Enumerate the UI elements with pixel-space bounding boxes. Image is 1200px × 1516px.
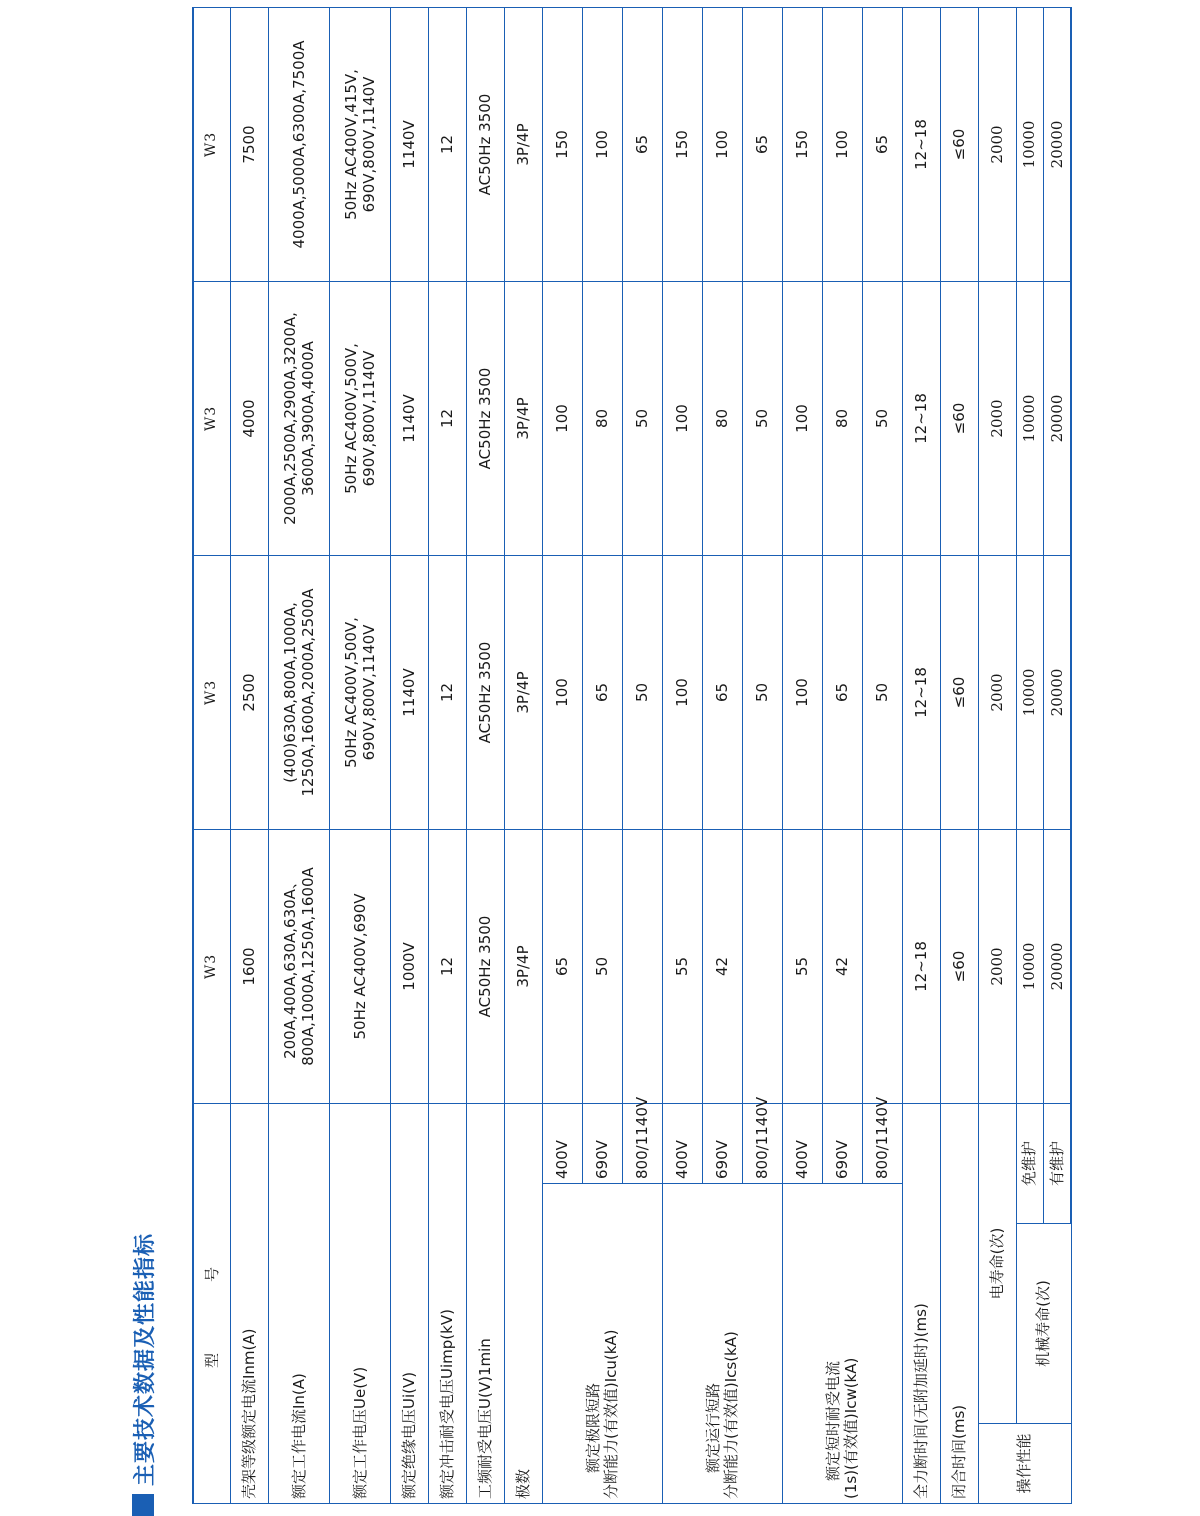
- value-cell: 3P/4P: [505, 281, 543, 555]
- row-label: 闭合时间(ms): [940, 1103, 978, 1503]
- value-line: 50Hz AC400V,690V: [350, 893, 369, 1040]
- value-cell: 65: [582, 555, 622, 829]
- value-cell: [269, 7, 330, 281]
- value-line: 690V,800V,1140V: [360, 350, 379, 487]
- group-label-line: (1s)(有效值)Icw(kA): [842, 1357, 861, 1499]
- value-cell: 80: [702, 281, 742, 555]
- group-label: [782, 1184, 902, 1504]
- value-cell: [330, 555, 391, 829]
- group-label-line: 分断能力(有效值)Ics(kA): [722, 1331, 741, 1499]
- value-cell: 2000: [978, 281, 1016, 555]
- value-line: 1250A,1600A,2000A,2500A: [299, 588, 318, 797]
- value-cell: 20000: [1043, 555, 1071, 829]
- value-cell: 1000V: [391, 829, 429, 1103]
- value-line: 50Hz AC400V,500V,: [341, 617, 360, 768]
- voltage-label: 400V: [782, 1103, 822, 1183]
- row-label: 电寿命(次): [978, 1103, 1016, 1423]
- value-cell: AC50Hz 3500: [467, 281, 505, 555]
- value-cell: 12~18: [902, 829, 940, 1103]
- table-row: [231, 7, 269, 1503]
- value-cell: 100: [542, 281, 582, 555]
- value-cell: AC50Hz 3500: [467, 7, 505, 281]
- value-cell: 10000: [1016, 7, 1043, 281]
- value-cell: 12~18: [902, 7, 940, 281]
- voltage-label: 400V: [662, 1103, 702, 1183]
- value-cell: ≤60: [940, 7, 978, 281]
- value-cell: 20000: [1043, 281, 1071, 555]
- table-row: [391, 7, 429, 1503]
- value-cell: 55: [782, 829, 822, 1103]
- value-cell: 3P/4P: [505, 7, 543, 281]
- value-line: 200A,400A,630A,630A、: [280, 874, 299, 1059]
- table-row: [662, 7, 702, 1503]
- value-cell: 3P/4P: [505, 829, 543, 1103]
- value-cell: 20000: [1043, 7, 1071, 281]
- value-cell: 50: [622, 281, 662, 555]
- value-line: 50Hz AC400V,415V,: [341, 69, 360, 220]
- value-cell: [330, 281, 391, 555]
- value-cell: 65: [542, 829, 582, 1103]
- value-cell: 2000: [978, 829, 1016, 1103]
- title-text: 主要技术数据及性能指标: [132, 1232, 158, 1486]
- value-cell: 12: [429, 829, 467, 1103]
- value-cell: 100: [582, 7, 622, 281]
- group-label-line: 分断能力(有效值)Icu(kA): [602, 1329, 621, 1499]
- row-label: 全力断时间(无附加延时)(ms): [902, 1103, 940, 1503]
- page-title: [126, 1233, 160, 1516]
- value-cell: 100: [662, 555, 702, 829]
- value-cell: 1140V: [391, 555, 429, 829]
- table-row: [542, 7, 582, 1503]
- voltage-label: 800/1140V: [742, 1103, 782, 1183]
- value-cell: 50: [742, 555, 782, 829]
- row-label: 额定冲击耐受电压Uimp(kV): [429, 1103, 467, 1503]
- value-line: 690V,800V,1140V: [360, 624, 379, 761]
- value-cell: 10000: [1016, 829, 1043, 1103]
- value-cell: [742, 829, 782, 1103]
- table-row: [978, 7, 1016, 1503]
- row-label: 机械寿命(次): [1016, 1224, 1071, 1424]
- value-line: 690V,800V,1140V: [360, 76, 379, 213]
- voltage-label: 690V: [582, 1103, 622, 1183]
- value-cell: 7500: [231, 7, 269, 281]
- table-row: [330, 7, 391, 1503]
- value-cell: 4000: [231, 281, 269, 555]
- value-cell: [330, 7, 391, 281]
- group-label: [662, 1184, 782, 1504]
- spec-table-wrapper: [192, 8, 1072, 1504]
- table-row: [902, 7, 940, 1503]
- value-cell: 100: [782, 555, 822, 829]
- row-label: 额定绝缘电压Ui(V): [391, 1103, 429, 1503]
- value-cell: ≤60: [940, 281, 978, 555]
- table-row: [1016, 7, 1043, 1503]
- value-cell: 42: [822, 829, 862, 1103]
- value-cell: 12~18: [902, 281, 940, 555]
- table-row: [429, 7, 467, 1503]
- value-cell: 12: [429, 281, 467, 555]
- value-cell: 1140V: [391, 7, 429, 281]
- value-cell: 20000: [1043, 829, 1071, 1103]
- value-cell: [269, 281, 330, 555]
- value-cell: 10000: [1016, 281, 1043, 555]
- table-row: [940, 7, 978, 1503]
- row-label: 额定工作电流In(A): [269, 1103, 330, 1503]
- voltage-label: 690V: [702, 1103, 742, 1183]
- value-cell: 55: [662, 829, 702, 1103]
- table-row: [467, 7, 505, 1503]
- value-line: 4000A,5000A,6300A,7500A: [289, 40, 308, 249]
- value-cell: 65: [862, 7, 902, 281]
- row-label: 额定工作电压Ue(V): [330, 1103, 391, 1503]
- value-cell: 12: [429, 7, 467, 281]
- value-cell: 150: [542, 7, 582, 281]
- value-cell: 3P/4P: [505, 555, 543, 829]
- value-cell: 2000: [978, 555, 1016, 829]
- model-cell: W3: [193, 7, 231, 281]
- value-cell: 50: [622, 555, 662, 829]
- value-cell: 2500: [231, 555, 269, 829]
- value-line: 3600A,3900A,4000A: [299, 341, 318, 496]
- value-cell: 50: [582, 829, 622, 1103]
- value-cell: 100: [702, 7, 742, 281]
- group-label: [542, 1184, 662, 1504]
- value-cell: 100: [782, 281, 822, 555]
- row-label: 工频耐受电压U(V)1min: [467, 1103, 505, 1503]
- model-header-label: 型 号: [202, 1238, 221, 1368]
- value-cell: ≤60: [940, 829, 978, 1103]
- row-label: 壳架等级额定电流Inm(A): [231, 1103, 269, 1503]
- value-cell: 80: [822, 281, 862, 555]
- model-cell: W3: [193, 555, 231, 829]
- value-cell: 65: [822, 555, 862, 829]
- value-cell: 12: [429, 555, 467, 829]
- model-cell: W3: [193, 829, 231, 1103]
- title-square-icon: [132, 1494, 154, 1516]
- value-cell: 1140V: [391, 281, 429, 555]
- value-cell: ≤60: [940, 555, 978, 829]
- sub-label: 免维护: [1016, 1103, 1043, 1223]
- value-cell: AC50Hz 3500: [467, 829, 505, 1103]
- voltage-label: 400V: [542, 1103, 582, 1183]
- value-cell: [330, 829, 391, 1103]
- group-label: 操作性能: [978, 1424, 1071, 1504]
- value-cell: 150: [782, 7, 822, 281]
- value-cell: 65: [702, 555, 742, 829]
- voltage-label: 800/1140V: [862, 1103, 902, 1183]
- value-cell: 12~18: [902, 555, 940, 829]
- table-row: [505, 7, 543, 1503]
- value-cell: 42: [702, 829, 742, 1103]
- value-line: 800A,1000A,1250A,1600A: [299, 867, 318, 1066]
- value-cell: 1600: [231, 829, 269, 1103]
- table-row: [269, 7, 330, 1503]
- group-label-line: 额定极限短路: [583, 1382, 602, 1473]
- group-label-line: 额定运行短路: [703, 1382, 722, 1473]
- value-cell: 150: [662, 7, 702, 281]
- header-row: [193, 7, 231, 1503]
- model-cell: W3: [193, 281, 231, 555]
- value-cell: 100: [542, 555, 582, 829]
- value-cell: 80: [582, 281, 622, 555]
- value-cell: 65: [742, 7, 782, 281]
- spec-table: [192, 7, 1072, 1504]
- value-cell: 2000: [978, 7, 1016, 281]
- value-cell: AC50Hz 3500: [467, 555, 505, 829]
- value-cell: 65: [622, 7, 662, 281]
- table-row: [782, 7, 822, 1503]
- value-line: (400)630A,800A,1000A,: [280, 602, 299, 783]
- value-cell: [862, 829, 902, 1103]
- value-cell: 50: [742, 281, 782, 555]
- voltage-label: 690V: [822, 1103, 862, 1183]
- value-line: 50Hz AC400V,500V,: [341, 343, 360, 494]
- sub-label: 有维护: [1043, 1103, 1071, 1223]
- value-cell: 50: [862, 281, 902, 555]
- value-line: 2000A,2500A,2900A,3200A,: [280, 312, 299, 525]
- group-label-line: 额定短时耐受电流: [823, 1360, 842, 1481]
- value-cell: 100: [822, 7, 862, 281]
- value-cell: [622, 829, 662, 1103]
- value-cell: 100: [662, 281, 702, 555]
- voltage-label: 800/1140V: [622, 1103, 662, 1183]
- row-label: 极数: [505, 1103, 543, 1503]
- value-cell: 50: [862, 555, 902, 829]
- value-cell: [269, 829, 330, 1103]
- value-cell: 10000: [1016, 555, 1043, 829]
- value-cell: [269, 555, 330, 829]
